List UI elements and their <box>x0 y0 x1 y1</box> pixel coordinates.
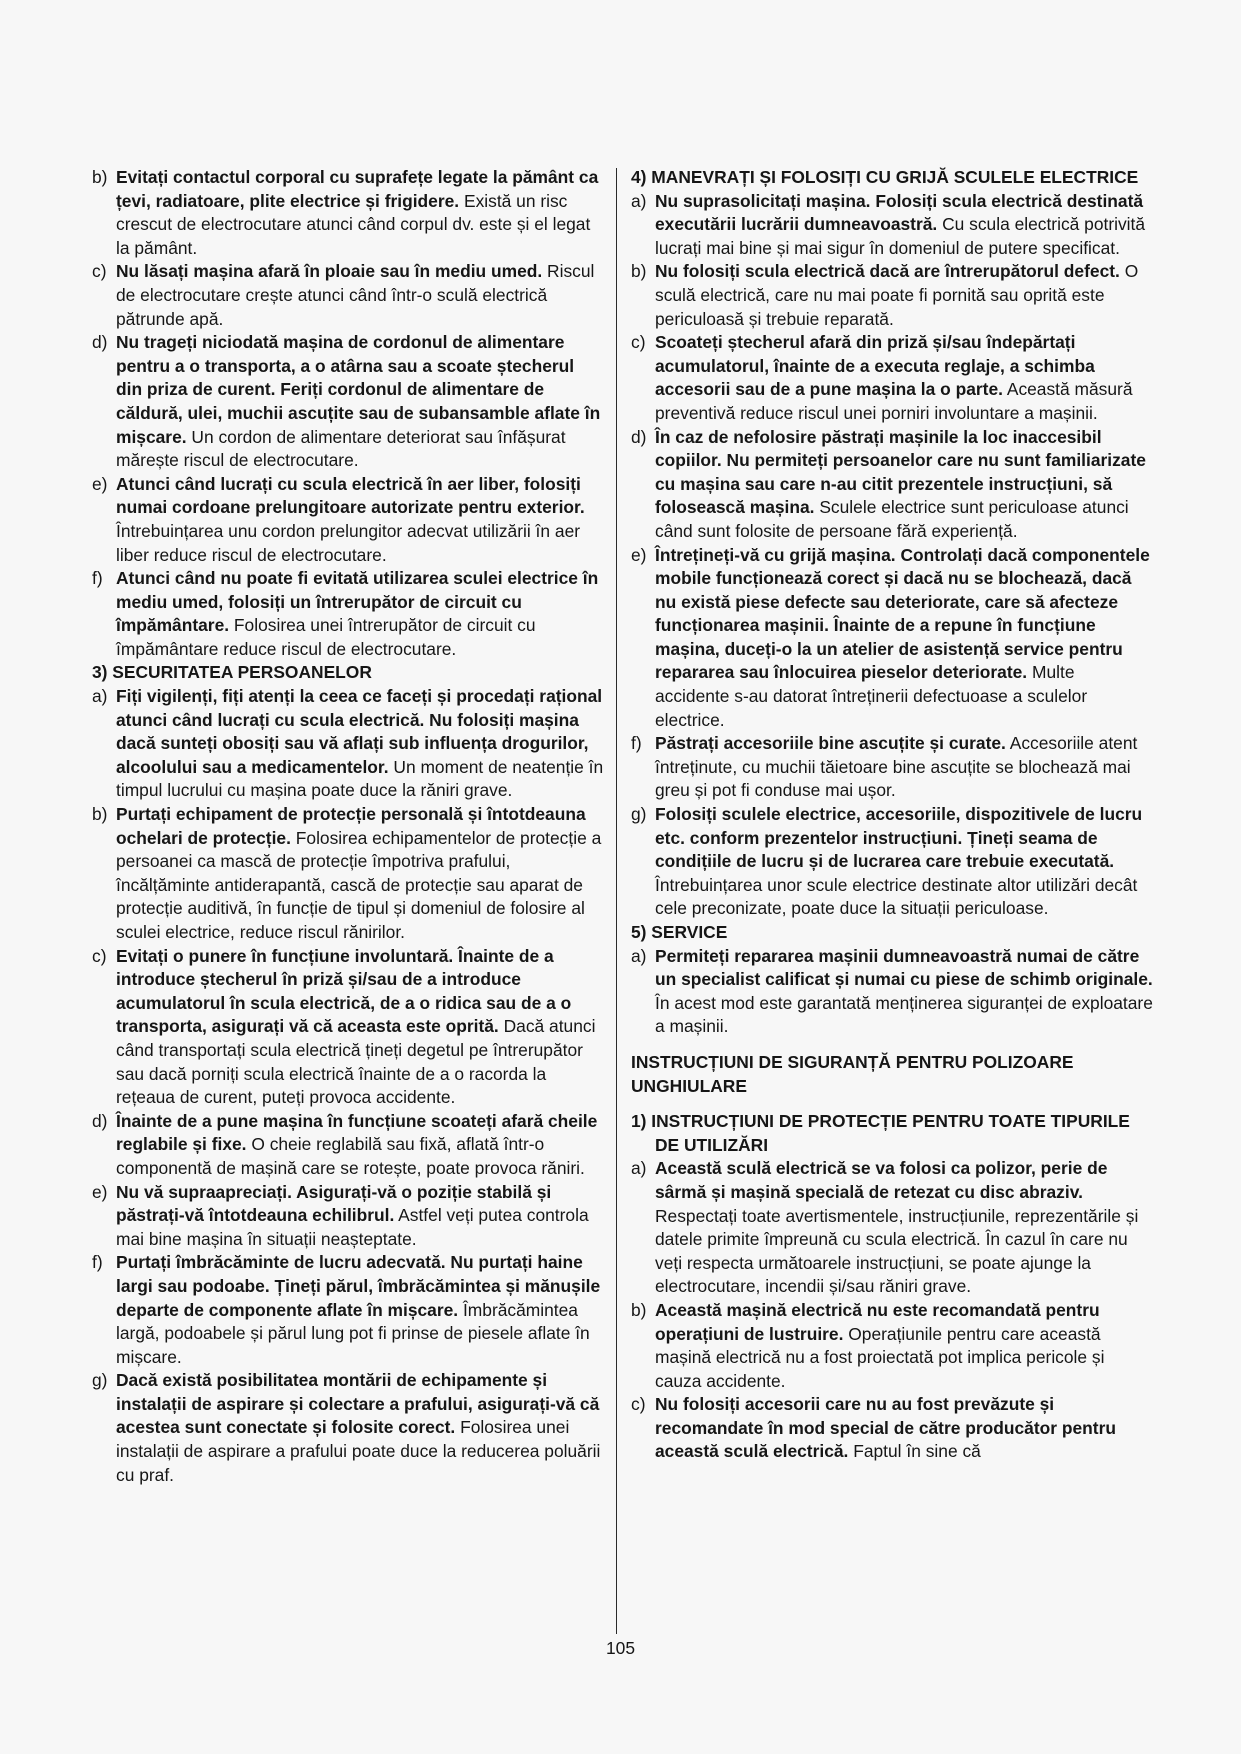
list-item <box>92 260 604 331</box>
item-emphasis: Nu suprasolicitați mașina. Folosiți scula electrică destinată executării lucrării dumneavoastră. <box>655 190 1144 235</box>
item-text: Astfel veți putea controla mai bine mașina în situații neașteptate. <box>116 1205 589 1249</box>
list-item <box>92 685 604 803</box>
item-label: g) <box>92 1370 108 1391</box>
item-emphasis: Permiteți repararea mașinii dumneavoastră numai de către un specialist calificat și numai cu piese de schimb originale. <box>655 945 1153 990</box>
item-text: Sculele electrice sunt periculoase atunci când sunt folosite de persoane fără experiență. <box>655 497 1129 541</box>
item-label: b) <box>92 167 108 187</box>
item-label: f) <box>92 568 103 589</box>
item-emphasis: Nu vă supraapreciați. Asigurați-vă o poziție stabilă și păstrați-vă întotdeauna echilibrul. <box>116 1181 552 1226</box>
section-heading: 5) SERVICE <box>631 922 728 942</box>
list-item <box>92 1181 604 1252</box>
item-emphasis: Nu folosiți scula electrică dacă are întrerupătorul defect. <box>655 261 1120 282</box>
list-item <box>92 1251 604 1369</box>
item-emphasis: Această mașină electrică nu este recomandată pentru operațiuni de lustruire. <box>655 1299 1100 1344</box>
item-emphasis: Nu folosiți accesorii care nu au fost prevăzute și recomandate în mod special de către producător pentru această sculă electrică. <box>655 1394 1116 1462</box>
item-text: Există un risc crescut de electrocutare atunci când corpul dv. este și el legat la pământ. <box>116 190 591 258</box>
section-heading: 4) MANEVRAȚI ȘI FOLOSIȚI CU GRIJĂ SCULELE ELECTRICE <box>631 167 1139 187</box>
item-label: c) <box>92 945 107 966</box>
item-text: Operațiunile pentru care această mașină electrică nu a fost proiectată pot implica pericole și cauza accidente. <box>655 1323 1105 1391</box>
item-emphasis: Evitați contactul corporal cu suprafețe legate la pământ ca țevi, radiatoare, plite electrice și frigidere. <box>116 167 599 211</box>
item-text: O sculă electrică, care nu mai poate fi pornită sau oprită este periculoasă și trebuie reparată. <box>655 261 1139 329</box>
item-text: Faptul în sine că <box>848 1441 981 1462</box>
item-emphasis: Dacă există posibilitatea montării de echipamente și instalații de aspirare și colectare a prafului, asigurați-vă că acestea sunt conectate și folosite corect. <box>116 1370 600 1438</box>
list-item <box>631 544 1153 733</box>
item-emphasis: Purtați îmbrăcăminte de lucru adecvată. Nu purtați haine largi sau podoabe. Țineți părul, îmbrăcămintea și mănușile departe de componente aflate în mișcare. <box>116 1252 601 1320</box>
item-label: d) <box>92 1110 108 1131</box>
left-column <box>92 166 604 1487</box>
list-item <box>92 1110 604 1181</box>
item-text: Întrebuințarea unu cordon prelungitor adecvat utilizării în aer liber reduce riscul de electrocutare. <box>116 520 581 565</box>
item-emphasis: Înainte de a pune mașina în funcțiune scoateți afară cheile reglabile și fixe. <box>116 1110 598 1155</box>
list-item <box>92 803 604 945</box>
item-text: Accesoriile atent întreținute, cu muchii tăietoare bine ascuțite se blochează mai greu și pot fi conduse mai ușor. <box>655 733 1138 801</box>
list-item <box>631 803 1153 921</box>
list-item <box>631 190 1153 261</box>
item-emphasis: Fiți vigilenți, fiți atenți la ceea ce faceți și procedați rațional atunci când lucrați cu scula electrică. Nu folosiți mașina dacă sunteți obosiți sau vă aflați sub influența drogurilor, alcoolului sau a medicamentelor. <box>116 686 603 777</box>
item-text: Cu scula electrică potrivită lucrați mai bine și mai sigur în domeniul de putere specificat. <box>655 214 1146 258</box>
list-item <box>92 1369 604 1487</box>
list-item <box>631 260 1153 331</box>
item-emphasis: Această sculă electrică se va folosi ca polizor, perie de sârmă și mașină specială de retezat cu disc abraziv. <box>655 1158 1108 1202</box>
item-text: Îmbrăcămintea largă, podoabele și părul lung pot fi prinse de piesele aflate în mișcare. <box>116 1299 590 1367</box>
item-text: Această măsură preventivă reduce riscul unei porniri involuntare a mașinii. <box>655 379 1133 423</box>
list-item <box>631 426 1153 544</box>
list-item <box>631 732 1153 803</box>
item-emphasis: Întrețineți-vă cu grijă mașina. Controlați dacă componentele mobile funcționează corect și dacă nu se blochează, dacă nu există piese defecte sau deteriorate, care să afecteze funcționarea mașinii. Înainte de a repune în funcțiune mașina, duceți-o la un atelier de asistență service pentru repararea sau înlocuirea pieselor deteriorate. <box>655 544 1150 683</box>
item-label: e) <box>92 1181 108 1202</box>
item-emphasis: Atunci când lucrați cu scula electrică în aer liber, folosiți numai cordoane prelungitoare autorizate pentru exterior. <box>116 473 585 518</box>
item-emphasis: Purtați echipament de protecție personală și întotdeauna ochelari de protecție. <box>116 804 586 848</box>
chapter-title: INSTRUCȚIUNI DE SIGURANȚĂ PENTRU POLIZOARE UNGHIULARE <box>631 1051 1074 1096</box>
item-label: e) <box>92 473 108 494</box>
item-emphasis: Nu trageți niciodată mașina de cordonul de alimentare pentru a o transporta, a o atârna sau a scoate ștecherul din priza de curent. Feriți cordonul de alimentare de căldură, ulei, muchii ascuțite sau de subansamble aflate în mișcare. <box>116 332 601 447</box>
spacer <box>631 1098 1153 1110</box>
item-text: Folosirea unei instalații de aspirare a prafului poate duce la reducerea poluării cu praf. <box>116 1417 601 1485</box>
list-item <box>631 945 1153 1039</box>
right-column <box>631 166 1153 1464</box>
item-label: c) <box>92 261 107 282</box>
spacer <box>631 1039 1153 1051</box>
item-label: a) <box>631 945 647 966</box>
list-item <box>631 1393 1153 1464</box>
item-label: e) <box>631 544 647 565</box>
item-label: b) <box>92 804 108 825</box>
item-text: Riscul de electrocutare crește atunci când într-o sculă electrică pătrunde apă. <box>116 261 595 329</box>
item-label: g) <box>631 804 647 825</box>
item-label: c) <box>631 332 646 353</box>
item-label: a) <box>631 190 647 211</box>
item-emphasis: Atunci când nu poate fi evitată utilizarea sculei electrice în mediu umed, folosiți un întrerupător de circuit cu împământare. <box>116 568 599 636</box>
item-text: În acest mod este garantată menținerea siguranței de exploatare a mașinii. <box>655 992 1153 1037</box>
item-text: Un moment de neatenție în timpul lucrului cu mașina poate duce la răniri grave. <box>116 756 604 801</box>
list-item <box>92 567 604 661</box>
item-text: Întrebuințarea unor scule electrice destinate altor utilizări decât cele preconizate, poate duce la situații periculoase. <box>655 874 1138 919</box>
item-text: Multe accidente s-au datorat întreținerii defectuoase a sculelor electrice. <box>655 662 1088 730</box>
item-emphasis: Folosiți sculele electrice, accesoriile, dispozitivele de lucru etc. conform prezentelor instrucțiuni. Țineți seama de condițiile de lucru și de lucrarea care trebuie executată. <box>655 804 1143 872</box>
item-label: a) <box>631 1158 647 1179</box>
item-emphasis: Nu lăsați mașina afară în ploaie sau în mediu umed. <box>116 261 543 282</box>
column-divider <box>616 168 617 1634</box>
item-emphasis: Păstrați accesoriile bine ascuțite și curate. <box>655 733 1006 754</box>
list-item <box>92 473 604 567</box>
item-text: Dacă atunci când transportați scula electrică țineți degetul pe întrerupător sau dacă porniți scula electrică înainte de a o racorda la rețeaua de curent, puteți provoca accidente. <box>116 1016 596 1108</box>
item-label: d) <box>92 332 108 353</box>
item-label: a) <box>92 686 108 707</box>
list-item <box>631 1157 1153 1299</box>
list-item <box>92 166 604 260</box>
subsection-heading: 1) INSTRUCȚIUNI DE PROTECȚIE PENTRU TOATE TIPURILE DE UTILIZĂRI <box>631 1111 1130 1155</box>
item-label: f) <box>92 1252 103 1273</box>
list-item <box>631 331 1153 425</box>
item-text: Respectați toate avertismentele, instrucțiunile, reprezentările și datele primite împreună cu scula electrică. În cazul în care nu veți respecta următoarele instrucțiuni, se poate ajunge la electrocutare, incendii și/sau răniri grave. <box>655 1205 1139 1297</box>
list-item <box>92 331 604 473</box>
item-text: O cheie reglabilă sau fixă, aflată într-o componentă de mașină care se rotește, poate provoca răniri. <box>116 1134 585 1178</box>
item-emphasis: Evitați o punere în funcțiune involuntară. Înainte de a introduce ștecherul în priză și/sau de a introduce acumulatorul în scula electrică, de a o ridica sau de a o transporta, asigurați vă că aceasta este oprită. <box>116 945 572 1037</box>
item-emphasis: În caz de nefolosire păstrați mașinile la loc inaccesibil copiilor. Nu permiteți persoanelor care nu sunt familiarizate cu mașina sau care n-au citit prezentele instrucțiuni, să folosească mașina. <box>655 426 1146 518</box>
item-label: c) <box>631 1394 646 1415</box>
item-label: d) <box>631 426 647 447</box>
item-text: Folosirea unei întrerupător de circuit cu împământare reduce riscul de electrocutare. <box>116 615 536 659</box>
list-item <box>92 945 604 1110</box>
item-label: b) <box>631 261 647 282</box>
item-label: f) <box>631 733 642 754</box>
page-number: 105 <box>605 1638 635 1658</box>
item-text: Folosirea echipamentelor de protecție a persoanei ca mască de protecție împotriva prafului, încălțăminte antiderapantă, cască de protecție sau aparat de protecție auditivă, în funcție de tipul și domeniul de folosire al sculei electrice, reduce riscul rănirilor. <box>116 827 602 942</box>
item-emphasis: Scoateți ștecherul afară din priză și/sau îndepărtați acumulatorul, înainte de a executa reglaje, a schimba accesorii sau de a pune mașina la o parte. <box>655 332 1095 400</box>
item-text: Un cordon de alimentare deteriorat sau înfășurat mărește riscul de electrocutare. <box>116 426 566 471</box>
section-heading: 3) SECURITATEA PERSOANELOR <box>92 662 372 683</box>
list-item <box>631 1299 1153 1393</box>
item-label: b) <box>631 1299 647 1320</box>
